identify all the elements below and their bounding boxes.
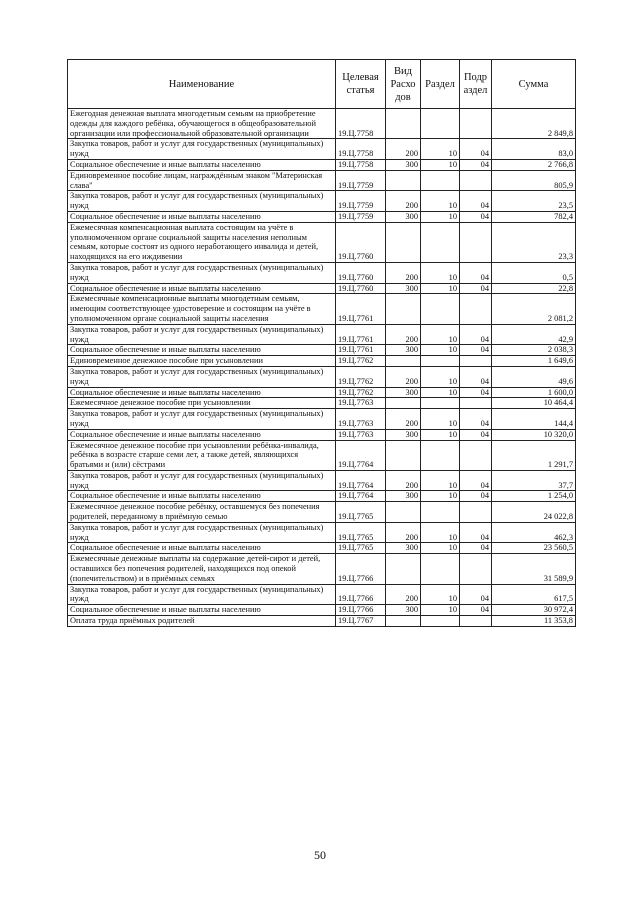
row-sum: 2 081,2	[492, 294, 576, 324]
row-target-article: 19.Ц.7763	[336, 409, 386, 430]
row-expense-type	[386, 554, 421, 584]
row-subsection: 04	[460, 522, 492, 543]
row-expense-type: 300	[386, 387, 421, 398]
row-section	[421, 554, 460, 584]
row-subsection	[460, 170, 492, 191]
row-expense-type: 300	[386, 605, 421, 616]
row-subsection	[460, 356, 492, 367]
row-name: Социальное обеспечение и иные выплаты населению	[68, 491, 336, 502]
table-body	[68, 109, 576, 627]
row-section: 10	[421, 491, 460, 502]
row-expense-type: 200	[386, 366, 421, 387]
table-row	[68, 109, 576, 139]
table-row	[68, 470, 576, 491]
row-target-article: 19.Ц.7762	[336, 366, 386, 387]
table-row	[68, 543, 576, 554]
row-subsection: 04	[460, 345, 492, 356]
row-expense-type	[386, 294, 421, 324]
row-sum: 42,9	[492, 324, 576, 345]
row-subsection: 04	[460, 139, 492, 160]
table-row	[68, 211, 576, 222]
row-expense-type: 200	[386, 409, 421, 430]
table-row	[68, 502, 576, 523]
row-expense-type: 200	[386, 584, 421, 605]
row-subsection	[460, 554, 492, 584]
row-target-article: 19.Ц.7761	[336, 345, 386, 356]
row-subsection	[460, 109, 492, 139]
row-sum: 31 589,9	[492, 554, 576, 584]
row-name: Закупка товаров, работ и услуг для государственных (муниципальных) нужд	[68, 584, 336, 605]
row-sum: 617,5	[492, 584, 576, 605]
row-expense-type: 200	[386, 191, 421, 212]
row-name: Социальное обеспечение и иные выплаты населению	[68, 605, 336, 616]
header-name: Наименование	[68, 60, 336, 109]
row-target-article: 19.Ц.7760	[336, 262, 386, 283]
row-section: 10	[421, 191, 460, 212]
header-section: Раздел	[421, 60, 460, 109]
row-name: Закупка товаров, работ и услуг для государственных (муниципальных) нужд	[68, 470, 336, 491]
row-expense-type: 300	[386, 429, 421, 440]
row-section	[421, 294, 460, 324]
header-sum: Сумма	[492, 60, 576, 109]
row-section	[421, 109, 460, 139]
row-target-article: 19.Ц.7763	[336, 429, 386, 440]
row-subsection	[460, 502, 492, 523]
row-name: Ежемесячные компенсационные выплаты многодетным семьям, имеющим соответствующее удостоверение и состоящим на учёте в уполномоченном органе социальной защиты населения	[68, 294, 336, 324]
row-sum: 144,4	[492, 409, 576, 430]
row-name: Единовременное денежное пособие при усыновлении	[68, 356, 336, 367]
row-target-article: 19.Ц.7762	[336, 356, 386, 367]
row-section: 10	[421, 211, 460, 222]
row-section: 10	[421, 345, 460, 356]
row-target-article: 19.Ц.7759	[336, 211, 386, 222]
row-section	[421, 356, 460, 367]
row-section	[421, 616, 460, 627]
row-name: Закупка товаров, работ и услуг для государственных (муниципальных) нужд	[68, 324, 336, 345]
row-expense-type: 300	[386, 159, 421, 170]
table-row	[68, 345, 576, 356]
row-target-article: 19.Ц.7758	[336, 109, 386, 139]
row-subsection: 04	[460, 605, 492, 616]
row-expense-type: 300	[386, 283, 421, 294]
row-subsection: 04	[460, 191, 492, 212]
row-subsection: 04	[460, 324, 492, 345]
table-row	[68, 554, 576, 584]
row-name: Социальное обеспечение и иные выплаты населению	[68, 211, 336, 222]
row-name: Ежегодная денежная выплата многодетным семьям на приобретение одежды для каждого ребёнка, обучающегося в общеобразовательной организации или профессиональной образовательной организации	[68, 109, 336, 139]
row-section: 10	[421, 584, 460, 605]
table-row	[68, 262, 576, 283]
row-subsection: 04	[460, 491, 492, 502]
row-section	[421, 398, 460, 409]
row-name: Ежемесячное денежное пособие при усыновлении ребёнка-инвалида, ребёнка в возрасте старше семи лет, а также детей, являющихся братьями и (или) сёстрами	[68, 440, 336, 470]
row-sum: 83,0	[492, 139, 576, 160]
row-expense-type: 200	[386, 470, 421, 491]
row-name: Закупка товаров, работ и услуг для государственных (муниципальных) нужд	[68, 262, 336, 283]
table-row	[68, 294, 576, 324]
row-target-article: 19.Ц.7765	[336, 522, 386, 543]
row-expense-type	[386, 222, 421, 262]
table-row	[68, 605, 576, 616]
row-sum: 37,7	[492, 470, 576, 491]
row-name: Социальное обеспечение и иные выплаты населению	[68, 387, 336, 398]
row-sum: 10 320,0	[492, 429, 576, 440]
row-name: Социальное обеспечение и иные выплаты населению	[68, 543, 336, 554]
row-target-article: 19.Ц.7762	[336, 387, 386, 398]
table-row	[68, 139, 576, 160]
row-name: Ежемесячная компенсационная выплата состоящим на учёте в уполномоченном органе социальной защиты населения неполным семьям, которые состоят из одного неработающего инвалида и детей, находящихся на его иждивении	[68, 222, 336, 262]
row-expense-type: 200	[386, 262, 421, 283]
row-sum: 462,3	[492, 522, 576, 543]
row-sum: 24 022,8	[492, 502, 576, 523]
row-sum: 1 254,0	[492, 491, 576, 502]
row-subsection: 04	[460, 211, 492, 222]
row-target-article: 19.Ц.7759	[336, 191, 386, 212]
row-section: 10	[421, 262, 460, 283]
row-name: Социальное обеспечение и иные выплаты населению	[68, 429, 336, 440]
row-target-article: 19.Ц.7759	[336, 170, 386, 191]
row-sum: 0,5	[492, 262, 576, 283]
row-sum: 2 038,3	[492, 345, 576, 356]
row-subsection: 04	[460, 470, 492, 491]
row-subsection: 04	[460, 409, 492, 430]
row-sum: 11 353,8	[492, 616, 576, 627]
row-section: 10	[421, 283, 460, 294]
row-subsection: 04	[460, 387, 492, 398]
table-row	[68, 429, 576, 440]
row-target-article: 19.Ц.7760	[336, 283, 386, 294]
header-expense-type: Вид Расхо дов	[386, 60, 421, 109]
row-expense-type	[386, 398, 421, 409]
table-header	[68, 60, 576, 109]
row-subsection	[460, 222, 492, 262]
row-subsection: 04	[460, 429, 492, 440]
row-subsection: 04	[460, 283, 492, 294]
row-expense-type	[386, 109, 421, 139]
row-name: Закупка товаров, работ и услуг для государственных (муниципальных) нужд	[68, 409, 336, 430]
row-sum: 2 849,8	[492, 109, 576, 139]
row-section: 10	[421, 543, 460, 554]
row-expense-type: 200	[386, 139, 421, 160]
row-sum: 22,8	[492, 283, 576, 294]
row-target-article: 19.Ц.7761	[336, 324, 386, 345]
table-row	[68, 398, 576, 409]
row-name: Закупка товаров, работ и услуг для государственных (муниципальных) нужд	[68, 191, 336, 212]
row-sum: 1 649,6	[492, 356, 576, 367]
row-name: Закупка товаров, работ и услуг для государственных (муниципальных) нужд	[68, 139, 336, 160]
row-section: 10	[421, 429, 460, 440]
table-row	[68, 159, 576, 170]
table-row	[68, 170, 576, 191]
row-section: 10	[421, 605, 460, 616]
row-target-article: 19.Ц.7766	[336, 584, 386, 605]
row-sum: 2 766,8	[492, 159, 576, 170]
row-subsection: 04	[460, 366, 492, 387]
row-sum: 49,6	[492, 366, 576, 387]
row-sum: 1 600,0	[492, 387, 576, 398]
row-name: Закупка товаров, работ и услуг для государственных (муниципальных) нужд	[68, 366, 336, 387]
row-sum: 805,9	[492, 170, 576, 191]
table-row	[68, 616, 576, 627]
row-sum: 782,4	[492, 211, 576, 222]
table-row	[68, 191, 576, 212]
row-sum: 1 291,7	[492, 440, 576, 470]
row-subsection: 04	[460, 159, 492, 170]
table-row	[68, 356, 576, 367]
row-expense-type: 200	[386, 324, 421, 345]
row-subsection: 04	[460, 543, 492, 554]
row-expense-type: 300	[386, 345, 421, 356]
row-subsection	[460, 294, 492, 324]
row-expense-type	[386, 616, 421, 627]
row-section	[421, 170, 460, 191]
row-target-article: 19.Ц.7765	[336, 502, 386, 523]
row-expense-type	[386, 170, 421, 191]
table-row	[68, 324, 576, 345]
row-sum: 23 560,5	[492, 543, 576, 554]
header-target-article: Целевая статья	[336, 60, 386, 109]
table-row	[68, 522, 576, 543]
row-sum: 10 464,4	[492, 398, 576, 409]
row-expense-type	[386, 440, 421, 470]
row-sum: 23,5	[492, 191, 576, 212]
row-expense-type: 300	[386, 211, 421, 222]
budget-table	[67, 59, 576, 627]
page-number: 50	[314, 848, 326, 862]
table-row	[68, 584, 576, 605]
row-target-article: 19.Ц.7758	[336, 139, 386, 160]
table-row	[68, 222, 576, 262]
row-target-article: 19.Ц.7758	[336, 159, 386, 170]
row-subsection	[460, 398, 492, 409]
row-section	[421, 440, 460, 470]
row-target-article: 19.Ц.7764	[336, 491, 386, 502]
table-row	[68, 283, 576, 294]
row-target-article: 19.Ц.7766	[336, 605, 386, 616]
row-name: Единовременное пособие лицам, награждённым знаком "Материнская слава"	[68, 170, 336, 191]
row-target-article: 19.Ц.7766	[336, 554, 386, 584]
row-subsection	[460, 616, 492, 627]
row-target-article: 19.Ц.7761	[336, 294, 386, 324]
row-name: Социальное обеспечение и иные выплаты населению	[68, 283, 336, 294]
row-name: Ежемесячные денежные выплаты на содержание детей-сирот и детей, оставшихся без попечения родителей, находящихся под опекой (попечительством) и в приёмных семьях	[68, 554, 336, 584]
table-row	[68, 491, 576, 502]
row-name: Ежемесячное денежное пособие при усыновлении	[68, 398, 336, 409]
row-target-article: 19.Ц.7764	[336, 470, 386, 491]
row-section: 10	[421, 324, 460, 345]
row-target-article: 19.Ц.7765	[336, 543, 386, 554]
row-section: 10	[421, 387, 460, 398]
row-section: 10	[421, 470, 460, 491]
row-expense-type	[386, 502, 421, 523]
row-target-article: 19.Ц.7763	[336, 398, 386, 409]
row-target-article: 19.Ц.7764	[336, 440, 386, 470]
row-target-article: 19.Ц.7767	[336, 616, 386, 627]
table-row	[68, 440, 576, 470]
row-expense-type	[386, 356, 421, 367]
row-name: Социальное обеспечение и иные выплаты населению	[68, 159, 336, 170]
table-row	[68, 409, 576, 430]
row-section: 10	[421, 522, 460, 543]
row-expense-type: 300	[386, 543, 421, 554]
row-expense-type: 200	[386, 522, 421, 543]
row-name: Оплата труда приёмных родителей	[68, 616, 336, 627]
table-row	[68, 366, 576, 387]
row-section	[421, 222, 460, 262]
row-section: 10	[421, 159, 460, 170]
row-name: Социальное обеспечение и иные выплаты населению	[68, 345, 336, 356]
table-row	[68, 387, 576, 398]
row-section	[421, 502, 460, 523]
row-subsection: 04	[460, 262, 492, 283]
header-subsection: Подр аздел	[460, 60, 492, 109]
row-section: 10	[421, 139, 460, 160]
row-section: 10	[421, 409, 460, 430]
row-expense-type: 300	[386, 491, 421, 502]
row-section: 10	[421, 366, 460, 387]
row-name: Ежемесячное денежное пособие ребёнку, оставшемуся без попечения родителей, переданному в приёмную семью	[68, 502, 336, 523]
row-subsection: 04	[460, 584, 492, 605]
row-sum: 23,3	[492, 222, 576, 262]
row-target-article: 19.Ц.7760	[336, 222, 386, 262]
row-sum: 30 972,4	[492, 605, 576, 616]
row-name: Закупка товаров, работ и услуг для государственных (муниципальных) нужд	[68, 522, 336, 543]
row-subsection	[460, 440, 492, 470]
